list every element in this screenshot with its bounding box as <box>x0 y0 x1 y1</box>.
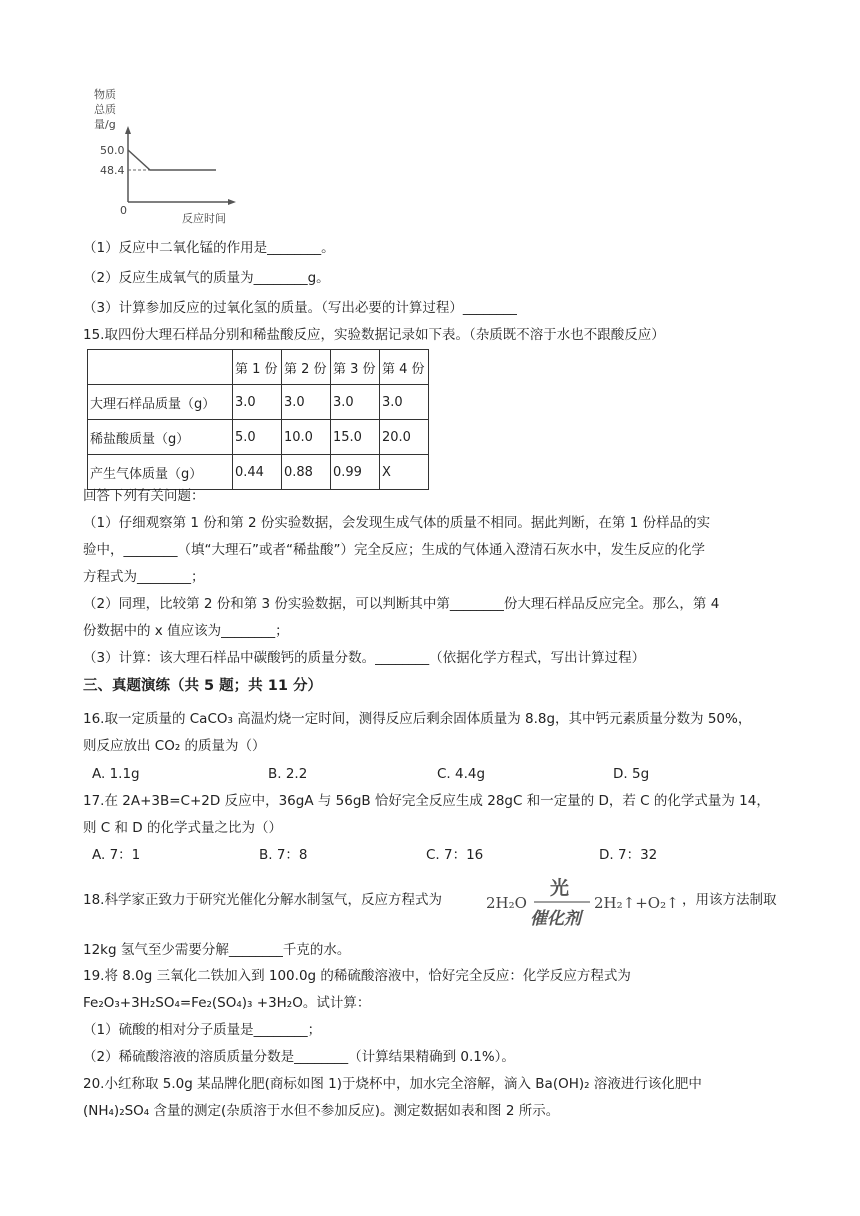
table-header-cell: 第 2 份 <box>282 350 331 385</box>
graph-origin: 0 <box>120 204 127 217</box>
table-cell: 3.0 <box>282 385 331 420</box>
table-header-cell: 第 3 份 <box>331 350 380 385</box>
graph-xlabel: 反应时间 <box>182 212 226 225</box>
table-row <box>88 420 429 455</box>
q19-stem-line1: 19.将 8.0g 三氧化二铁加入到 100.0g 的稀硫酸溶液中，恰好完全反应：化学反应方程式为 <box>83 968 631 984</box>
equation-products: 2H₂↑+O₂↑ <box>594 894 679 912</box>
q15-sub1-line3: 方程式为________； <box>83 569 205 585</box>
table-cell: 大理石样品质量（g） <box>88 385 233 420</box>
q17-choice-d[interactable]: D. 7：32 <box>599 847 658 863</box>
table-cell: 3.0 <box>233 385 282 420</box>
q20-stem-line1: 20.小红称取 5.0g 某品牌化肥(商标如图 1)于烧杯中，加水完全溶解，滴入 Ba(OH)₂ 溶液进行该化肥中 <box>83 1076 702 1092</box>
q15-stem: 15.取四份大理石样品分别和稀盐酸反应，实验数据记录如下表。（杂质既不溶于水也不跟酸反应） <box>83 327 665 343</box>
q18-stem-line1: 18.科学家正致力于研究光催化分解水制氢气，反应方程式为 <box>83 892 442 908</box>
q14-sub2: （2）反应生成氧气的质量为________g。 <box>83 270 330 286</box>
q16-stem-line2: 则反应放出 CO₂ 的质量为（） <box>83 738 266 754</box>
table-cell: 20.0 <box>380 420 429 455</box>
mass-time-graph <box>92 86 252 226</box>
table-row <box>88 385 429 420</box>
q16-choice-b[interactable]: B. 2.2 <box>268 766 308 782</box>
table-cell: 0.99 <box>331 455 380 490</box>
section3-title: 三、真题演练（共 5 题；共 11 分） <box>83 678 322 694</box>
table-cell: 5.0 <box>233 420 282 455</box>
q19-sub2: （2）稀硫酸溶液的溶质质量分数是________（计算结果精确到 0.1%）。 <box>83 1049 515 1065</box>
table-header-cell: 第 1 份 <box>233 350 282 385</box>
q14-sub3: （3）计算参加反应的过氧化氢的质量。（写出必要的计算过程）________ <box>83 300 517 316</box>
table-cell: 15.0 <box>331 420 380 455</box>
q15-sub2-line2: 份数据中的 x 值应该为________； <box>83 623 289 639</box>
q19-sub1: （1）硫酸的相对分子质量是________； <box>83 1022 322 1038</box>
q17-stem-line1: 17.在 2A+3B=C+2D 反应中，36gA 与 56gB 恰好完全反应生成 28gC 和一定量的 D，若 C 的化学式量为 14， <box>83 793 770 809</box>
equation-reactant: 2H₂O <box>486 894 527 912</box>
table-cell: 0.88 <box>282 455 331 490</box>
table-cell: 3.0 <box>331 385 380 420</box>
q18-stem-line2: 12kg 氢气至少需要分解________千克的水。 <box>83 942 351 958</box>
table-cell: 3.0 <box>380 385 429 420</box>
graph-y-arrow <box>125 126 131 134</box>
q17-choice-a[interactable]: A. 7：1 <box>92 847 141 863</box>
graph-tick-50: 50.0 <box>100 144 125 157</box>
table-cell: 10.0 <box>282 420 331 455</box>
q18-stem-line1-end: ，用该方法制取 <box>682 892 777 908</box>
q15-data-table <box>87 349 429 490</box>
q16-choice-c[interactable]: C. 4.4g <box>437 766 486 782</box>
q15-sub3: （3）计算：该大理石样品中碳酸钙的质量分数。________（依据化学方程式，写出计算过程） <box>83 650 646 666</box>
q17-stem-line2: 则 C 和 D 的化学式量之比为（） <box>83 820 282 836</box>
graph-tick-48: 48.4 <box>100 164 125 177</box>
q15-sub2-line1: （2）同理，比较第 2 份和第 3 份实验数据，可以判断其中第________份大理石样品反应完全。那么，第 4 <box>83 596 720 612</box>
q15-sub1-line2: 验中，________（填“大理石”或者“稀盐酸”）完全反应；生成的气体通入澄清石灰水中，发生反应的化学 <box>83 542 705 558</box>
table-header-cell <box>88 350 233 385</box>
table-header-row <box>88 350 429 385</box>
graph-ylabel-1: 物质 <box>94 88 116 101</box>
equation-condition-catalyst: 催化剂 <box>530 909 581 929</box>
graph-x-arrow <box>228 199 236 205</box>
photocatalysis-equation <box>486 874 686 930</box>
graph-ylabel-2: 总质 <box>94 103 116 116</box>
q15-sub1-line1: （1）仔细观察第 1 份和第 2 份实验数据，会发现生成气体的质量不相同。据此判断，在第 1 份样品的实 <box>83 515 711 531</box>
table-cell: 0.44 <box>233 455 282 490</box>
q16-choice-a[interactable]: A. 1.1g <box>92 766 140 782</box>
q16-choice-d[interactable]: D. 5g <box>613 766 650 782</box>
table-cell: 产生气体质量（g） <box>88 455 233 490</box>
table-header-cell: 第 4 份 <box>380 350 429 385</box>
graph-ylabel-3: 量/g <box>94 118 116 131</box>
q14-sub1: （1）反应中二氧化锰的作用是________。 <box>83 240 335 256</box>
table-row <box>88 455 429 490</box>
q17-choice-b[interactable]: B. 7：8 <box>259 847 308 863</box>
q19-stem-line2: Fe₂O₃+3H₂SO₄=Fe₂(SO₄)₃ +3H₂O。试计算： <box>83 995 371 1011</box>
graph-mass-curve <box>128 150 216 170</box>
equation-condition-light: 光 <box>550 877 570 899</box>
q17-choice-c[interactable]: C. 7：16 <box>426 847 484 863</box>
q20-stem-line2: (NH₄)₂SO₄ 含量的测定(杂质溶于水但不参加反应)。测定数据如表和图 2 所示。 <box>83 1103 560 1119</box>
q15-prompt: 回答下列有关问题： <box>83 488 205 504</box>
q16-stem-line1: 16.取一定质量的 CaCO₃ 高温灼烧一定时间，测得反应后剩余固体质量为 8.8g，其中钙元素质量分数为 50%， <box>83 711 752 727</box>
table-cell: X <box>380 455 429 490</box>
table-cell: 稀盐酸质量（g） <box>88 420 233 455</box>
